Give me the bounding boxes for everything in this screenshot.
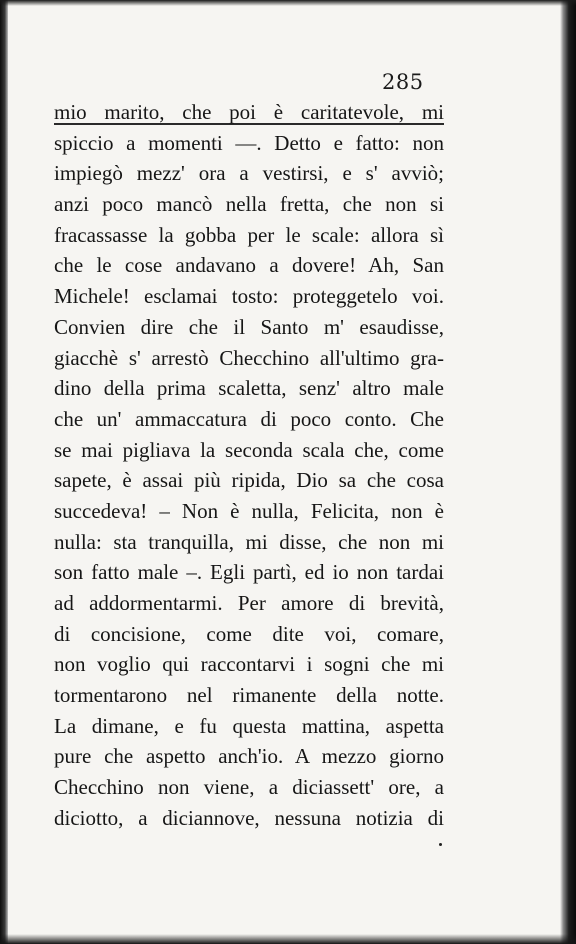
text-line: diciotto, a diciannove, nessuna notizia di: [54, 805, 444, 830]
text-line: che le cose andavano a dovere! Ah, San: [54, 253, 444, 278]
page-number: 285: [382, 70, 424, 94]
text-line: succedeva! – Non è nulla, Felicita, non è: [54, 498, 444, 523]
text-line: che un' ammaccatura di poco conto. Che: [54, 406, 444, 431]
text-line: La dimane, e fu questa mattina, aspetta: [54, 713, 444, 738]
text-line: son fatto male –. Egli partì, ed io non tardai: [54, 560, 444, 585]
ink-speck: [439, 843, 442, 846]
text-line: nulla: sta tranquilla, mi disse, che non mi: [54, 529, 444, 554]
text-line: pure che aspetto anch'io. A mezzo giorno: [54, 744, 444, 769]
text-line: fracassasse la gobba per le scale: allora sì: [54, 222, 444, 247]
page-left-shadow: [0, 0, 8, 944]
text-line: sapete, è assai più ripida, Dio sa che cosa: [54, 468, 444, 493]
text-line: spiccio a momenti —. Detto e fatto: non: [54, 130, 444, 155]
text-line: Checchino non viene, a diciassett' ore, a: [54, 775, 444, 800]
text-line: non voglio qui raccontarvi i sogni che mi: [54, 652, 444, 677]
text-line: Convien dire che il Santo m' esaudisse,: [54, 314, 444, 339]
page-bottom-shadow: [0, 934, 576, 944]
text-line: anzi poco mancò nella fretta, che non si: [54, 192, 444, 217]
page-right-shadow: [560, 0, 576, 944]
body-text: [54, 97, 444, 834]
text-line: dino della prima scaletta, senz' altro male: [54, 376, 444, 401]
text-line: impiegò mezz' ora a vestirsi, e s' avviò;: [54, 161, 444, 186]
text-line: se mai pigliava la seconda scala che, come: [54, 437, 444, 462]
text-line: mio marito, che poi è caritatevole, mi: [54, 100, 444, 124]
text-line: giacchè s' arrestò Checchino all'ultimo gra-: [54, 345, 444, 370]
page-top-shadow: [0, 0, 576, 6]
text-line: di concisione, come dite voi, comare,: [54, 621, 444, 646]
text-line: Michele! esclamai tosto: proteggetelo voi.: [54, 284, 444, 309]
text-line: ad addormentarmi. Per amore di brevità,: [54, 591, 444, 615]
text-line: tormentarono nel rimanente della notte.: [54, 683, 444, 708]
